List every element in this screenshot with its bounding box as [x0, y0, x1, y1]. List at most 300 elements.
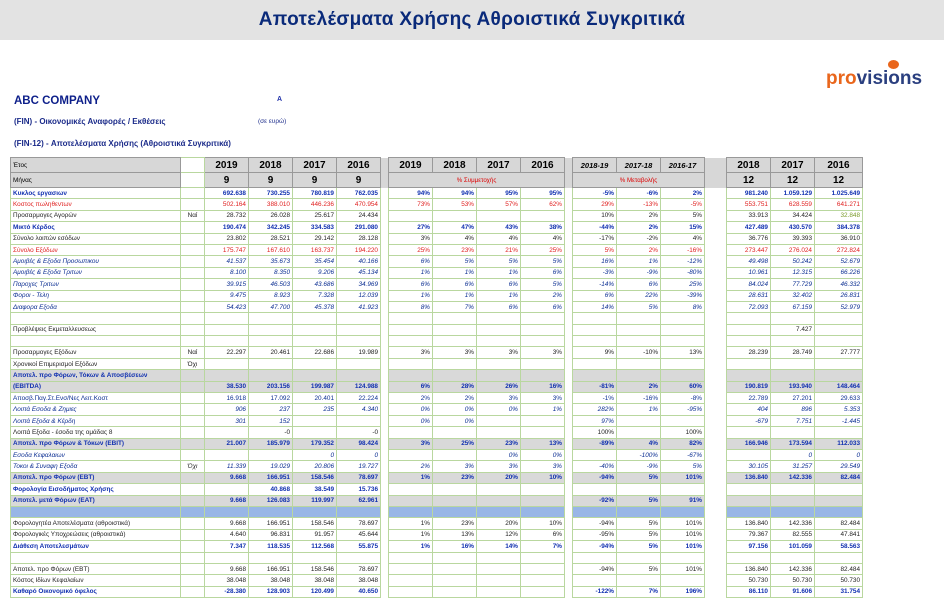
value-cell: 194.220 — [337, 244, 381, 255]
header-full-year: 2016 — [815, 158, 863, 173]
column-gap — [565, 449, 573, 460]
participation-cell: 94% — [433, 188, 477, 199]
value-cell: 7.347 — [205, 541, 249, 552]
change-cell: 100% — [661, 427, 705, 438]
column-gap — [705, 233, 727, 244]
column-gap — [381, 313, 389, 324]
column-gap — [565, 199, 573, 210]
participation-cell — [521, 552, 565, 563]
header-change-period: 2016-17 — [661, 158, 705, 173]
change-cell: 10% — [573, 210, 617, 221]
value-cell — [293, 415, 337, 426]
column-gap — [705, 381, 727, 392]
column-gap — [381, 381, 389, 392]
column-gap — [381, 256, 389, 267]
participation-cell — [433, 336, 477, 347]
value-cell — [249, 358, 293, 369]
row-flag — [181, 449, 205, 460]
participation-cell: 7% — [433, 301, 477, 312]
column-gap — [381, 404, 389, 415]
participation-cell: 1% — [521, 404, 565, 415]
participation-cell — [433, 358, 477, 369]
column-gap — [565, 290, 573, 301]
value-cell — [205, 358, 249, 369]
participation-cell: 0% — [477, 404, 521, 415]
change-cell: 14% — [573, 301, 617, 312]
participation-cell: 1% — [389, 529, 433, 540]
participation-cell — [433, 563, 477, 574]
participation-cell: 3% — [521, 461, 565, 472]
header-full-year: 2018 — [727, 158, 771, 173]
participation-cell: 6% — [433, 279, 477, 290]
value-cell — [205, 336, 249, 347]
value-cell: 21.007 — [205, 438, 249, 449]
column-gap — [565, 336, 573, 347]
value-cell: 41.537 — [205, 256, 249, 267]
full-year-cell: 7.427 — [771, 324, 815, 335]
value-cell: 190.474 — [205, 222, 249, 233]
value-cell: 12.039 — [337, 290, 381, 301]
column-gap — [381, 586, 389, 597]
column-gap — [381, 563, 389, 574]
change-cell: 5% — [573, 244, 617, 255]
participation-cell: 6% — [477, 301, 521, 312]
title-banner — [0, 0, 944, 40]
value-cell: 9.206 — [293, 267, 337, 278]
header-full-month: 12 — [727, 173, 771, 188]
participation-cell — [477, 415, 521, 426]
row-label: Προβλέψεις Εκμεταλλευσεως — [11, 324, 181, 335]
change-cell: 9% — [573, 347, 617, 358]
row-label: Καθαρό Οικονομικό όφελος — [11, 586, 181, 597]
column-gap — [381, 267, 389, 278]
value-cell: 15.736 — [337, 484, 381, 495]
participation-cell — [477, 370, 521, 381]
participation-cell — [521, 358, 565, 369]
value-cell: 91.957 — [293, 529, 337, 540]
full-year-cell: 0 — [815, 449, 863, 460]
column-gap — [705, 506, 727, 517]
column-gap — [705, 529, 727, 540]
participation-cell — [433, 210, 477, 221]
participation-cell — [521, 370, 565, 381]
full-year-cell: 136.840 — [727, 472, 771, 483]
full-year-cell: 12.315 — [771, 267, 815, 278]
full-year-cell — [815, 324, 863, 335]
change-cell: 2% — [617, 381, 661, 392]
change-cell: -100% — [617, 449, 661, 460]
column-gap — [705, 586, 727, 597]
full-year-cell — [727, 449, 771, 460]
participation-cell — [389, 506, 433, 517]
full-year-cell: 33.913 — [727, 210, 771, 221]
row-label: Φορολογία Εισοδήματος Χρήσης — [11, 484, 181, 495]
full-year-cell — [727, 427, 771, 438]
full-year-cell: 84.024 — [727, 279, 771, 290]
participation-cell: 0% — [521, 449, 565, 460]
change-cell: -3% — [573, 267, 617, 278]
change-cell: 5% — [617, 518, 661, 529]
value-cell: 780.819 — [293, 188, 337, 199]
full-year-cell: 49.498 — [727, 256, 771, 267]
row-label — [11, 313, 181, 324]
column-gap — [565, 222, 573, 233]
participation-cell — [477, 575, 521, 586]
participation-cell: 6% — [477, 279, 521, 290]
row-flag — [181, 267, 205, 278]
change-cell — [573, 449, 617, 460]
value-cell — [205, 324, 249, 335]
full-year-cell — [771, 427, 815, 438]
full-year-cell — [727, 324, 771, 335]
participation-cell: 6% — [521, 267, 565, 278]
participation-cell: 16% — [433, 541, 477, 552]
column-gap — [705, 336, 727, 347]
table-row — [11, 188, 863, 199]
participation-cell: 47% — [433, 222, 477, 233]
full-year-cell: 32.848 — [815, 210, 863, 221]
column-gap — [381, 393, 389, 404]
participation-cell — [521, 506, 565, 517]
change-cell: -8% — [661, 393, 705, 404]
column-gap — [381, 518, 389, 529]
change-cell: 101% — [661, 529, 705, 540]
column-gap — [565, 563, 573, 574]
participation-cell: 6% — [389, 256, 433, 267]
participation-cell — [389, 313, 433, 324]
participation-cell: 57% — [477, 199, 521, 210]
column-gap — [381, 495, 389, 506]
row-label: Φοροι - Τελη — [11, 290, 181, 301]
full-year-cell: 28.631 — [727, 290, 771, 301]
provisions-logo — [826, 60, 938, 94]
column-gap — [705, 563, 727, 574]
change-cell: 5% — [617, 529, 661, 540]
full-year-cell: 0 — [771, 449, 815, 460]
value-cell: 20.461 — [249, 347, 293, 358]
participation-cell — [477, 484, 521, 495]
header-flag-cell — [181, 158, 205, 173]
full-year-cell: 82.484 — [815, 563, 863, 574]
row-label: Σύνολο λοιπών εσόδων — [11, 233, 181, 244]
full-year-cell: 142.336 — [771, 563, 815, 574]
full-year-cell — [727, 495, 771, 506]
change-cell: -1% — [573, 393, 617, 404]
participation-cell: 1% — [477, 267, 521, 278]
value-cell — [337, 415, 381, 426]
full-year-cell: 28.239 — [727, 347, 771, 358]
participation-cell — [521, 324, 565, 335]
participation-cell: 3% — [389, 233, 433, 244]
column-gap — [381, 541, 389, 552]
row-label: (EBITDA) — [11, 381, 181, 392]
full-year-cell: 30.105 — [727, 461, 771, 472]
participation-cell: 25% — [389, 244, 433, 255]
participation-cell: 16% — [521, 381, 565, 392]
row-flag — [181, 244, 205, 255]
table-row — [11, 233, 863, 244]
row-flag — [181, 301, 205, 312]
participation-cell — [389, 552, 433, 563]
participation-cell: 20% — [477, 518, 521, 529]
column-gap — [381, 199, 389, 210]
change-cell: 1% — [617, 404, 661, 415]
participation-cell: 25% — [521, 244, 565, 255]
change-cell: -16% — [661, 244, 705, 255]
change-cell: -5% — [661, 199, 705, 210]
value-cell: 20.401 — [293, 393, 337, 404]
row-flag — [181, 541, 205, 552]
value-cell: 46.503 — [249, 279, 293, 290]
participation-cell: 5% — [521, 256, 565, 267]
full-year-cell — [771, 336, 815, 347]
full-year-cell: 50.242 — [771, 256, 815, 267]
full-year-cell: 58.563 — [815, 541, 863, 552]
change-cell — [617, 427, 661, 438]
fin12-report-link[interactable]: (FIN-12) - Αποτελέσματα Χρήσης (Αθροιστικά Συγκριτικά) — [14, 139, 231, 148]
participation-cell — [521, 484, 565, 495]
table-row — [11, 324, 863, 335]
value-cell: 24.434 — [337, 210, 381, 221]
change-cell: -16% — [617, 393, 661, 404]
row-label: Προσαρμογες Εξόδων — [11, 347, 181, 358]
value-cell: 118.535 — [249, 541, 293, 552]
full-year-cell — [727, 358, 771, 369]
full-year-cell: 72.093 — [727, 301, 771, 312]
change-cell: 22% — [617, 290, 661, 301]
table-row — [11, 267, 863, 278]
full-year-cell: 430.570 — [771, 222, 815, 233]
full-year-cell — [771, 358, 815, 369]
value-cell — [205, 370, 249, 381]
column-gap — [565, 324, 573, 335]
full-year-cell — [771, 484, 815, 495]
participation-cell: 20% — [477, 472, 521, 483]
participation-cell: 1% — [389, 541, 433, 552]
participation-cell: 23% — [433, 472, 477, 483]
row-flag — [181, 336, 205, 347]
participation-cell: 3% — [477, 347, 521, 358]
header-year: 2019 — [205, 158, 249, 173]
column-gap — [381, 552, 389, 563]
row-flag — [181, 370, 205, 381]
participation-cell: 12% — [477, 529, 521, 540]
value-cell — [293, 370, 337, 381]
column-gap — [565, 173, 573, 188]
value-cell: 158.546 — [293, 472, 337, 483]
participation-cell: 1% — [389, 267, 433, 278]
value-cell: 163.737 — [293, 244, 337, 255]
change-cell — [617, 313, 661, 324]
column-gap — [381, 472, 389, 483]
change-cell — [617, 552, 661, 563]
value-cell — [337, 324, 381, 335]
change-cell — [617, 336, 661, 347]
header-month: 9 — [337, 173, 381, 188]
column-gap — [565, 158, 573, 173]
column-gap — [565, 267, 573, 278]
value-cell: 166.951 — [249, 472, 293, 483]
change-cell: 2% — [617, 210, 661, 221]
change-cell: 101% — [661, 563, 705, 574]
column-gap — [705, 313, 727, 324]
change-cell: 15% — [661, 222, 705, 233]
header-participation-label: % Συμμετοχής — [389, 173, 565, 188]
participation-cell: 7% — [521, 541, 565, 552]
value-cell: 38.530 — [205, 381, 249, 392]
participation-cell: 1% — [389, 518, 433, 529]
participation-cell: 23% — [477, 438, 521, 449]
full-year-cell: 50.730 — [815, 575, 863, 586]
value-cell: 78.697 — [337, 518, 381, 529]
row-flag — [181, 381, 205, 392]
full-year-cell — [815, 313, 863, 324]
value-cell: 22.224 — [337, 393, 381, 404]
change-cell — [617, 358, 661, 369]
value-cell: 446.236 — [293, 199, 337, 210]
table-row — [11, 199, 863, 210]
full-year-cell — [815, 484, 863, 495]
value-cell: 41.923 — [337, 301, 381, 312]
full-year-cell: 52.679 — [815, 256, 863, 267]
header-change-period: 2018-19 — [573, 158, 617, 173]
value-cell: 9.668 — [205, 518, 249, 529]
participation-cell: 43% — [477, 222, 521, 233]
participation-cell: 5% — [477, 256, 521, 267]
column-gap — [381, 336, 389, 347]
value-cell: 28.732 — [205, 210, 249, 221]
change-cell — [573, 324, 617, 335]
value-cell — [249, 506, 293, 517]
value-cell: 124.988 — [337, 381, 381, 392]
row-label: Αποσβ.Παγ.Στ.Ενσ/Νες Λειτ.Κοστ — [11, 393, 181, 404]
full-year-cell — [727, 506, 771, 517]
full-year-cell: 981.240 — [727, 188, 771, 199]
change-cell: 8% — [661, 301, 705, 312]
header-year-label: Έτος — [11, 158, 181, 173]
participation-cell — [389, 575, 433, 586]
value-cell — [293, 324, 337, 335]
full-year-cell: 52.979 — [815, 301, 863, 312]
value-cell: 19.727 — [337, 461, 381, 472]
full-year-cell — [771, 370, 815, 381]
full-year-cell: 10.961 — [727, 267, 771, 278]
change-cell: 16% — [573, 256, 617, 267]
header-change-label: % Μεταβολής — [573, 173, 705, 188]
full-year-cell: 28.749 — [771, 347, 815, 358]
value-cell: 9.475 — [205, 290, 249, 301]
full-year-cell: 136.840 — [727, 518, 771, 529]
change-cell: 4% — [617, 438, 661, 449]
value-cell: 4.640 — [205, 529, 249, 540]
change-cell — [661, 552, 705, 563]
row-flag — [181, 393, 205, 404]
full-year-cell: 26.831 — [815, 290, 863, 301]
value-cell: 166.951 — [249, 563, 293, 574]
participation-cell — [477, 586, 521, 597]
value-cell: 26.028 — [249, 210, 293, 221]
fin-report-link[interactable]: (FIN) - Οικονομικές Αναφορές / Εκθέσεις — [14, 117, 166, 126]
participation-cell: 6% — [389, 279, 433, 290]
value-cell: 19.989 — [337, 347, 381, 358]
value-cell: 11.339 — [205, 461, 249, 472]
row-label: Διάθεση Αποτελεσμάτων — [11, 541, 181, 552]
participation-cell: 2% — [389, 393, 433, 404]
change-cell: -10% — [617, 347, 661, 358]
full-year-cell: 193.940 — [771, 381, 815, 392]
column-gap — [705, 324, 727, 335]
full-year-cell: 7.751 — [771, 415, 815, 426]
participation-cell — [433, 506, 477, 517]
change-cell: -94% — [573, 563, 617, 574]
column-gap — [705, 256, 727, 267]
full-year-cell — [815, 506, 863, 517]
participation-cell — [477, 210, 521, 221]
full-year-cell: 86.110 — [727, 586, 771, 597]
full-year-cell — [771, 552, 815, 563]
column-gap — [705, 541, 727, 552]
table-row — [11, 370, 863, 381]
full-year-cell: 79.367 — [727, 529, 771, 540]
value-cell: 28.128 — [337, 233, 381, 244]
column-gap — [381, 301, 389, 312]
column-gap — [565, 188, 573, 199]
row-label: Κοστος πωληθεντων — [11, 199, 181, 210]
value-cell: 55.875 — [337, 541, 381, 552]
change-cell: 91% — [661, 495, 705, 506]
participation-cell: 3% — [521, 347, 565, 358]
participation-cell: 0% — [433, 415, 477, 426]
table-row — [11, 358, 863, 369]
column-gap — [565, 233, 573, 244]
participation-cell: 4% — [521, 233, 565, 244]
column-gap — [381, 461, 389, 472]
participation-cell: 0% — [477, 449, 521, 460]
full-year-cell: 553.751 — [727, 199, 771, 210]
value-cell: 237 — [249, 404, 293, 415]
value-cell — [337, 506, 381, 517]
column-gap — [381, 158, 389, 173]
row-flag — [181, 575, 205, 586]
column-gap — [565, 279, 573, 290]
participation-cell — [521, 210, 565, 221]
participation-cell: 23% — [433, 518, 477, 529]
value-cell — [205, 552, 249, 563]
value-cell: 98.424 — [337, 438, 381, 449]
value-cell: 19.029 — [249, 461, 293, 472]
value-cell: 235 — [293, 404, 337, 415]
table-row — [11, 222, 863, 233]
column-gap — [705, 173, 727, 188]
participation-cell — [477, 552, 521, 563]
row-label: Κυκλος εργασιων — [11, 188, 181, 199]
change-cell — [661, 370, 705, 381]
header-row-year — [11, 158, 863, 173]
full-year-cell: 29.633 — [815, 393, 863, 404]
column-gap — [705, 393, 727, 404]
change-cell: 6% — [573, 290, 617, 301]
full-year-cell: 641.271 — [815, 199, 863, 210]
value-cell: 692.638 — [205, 188, 249, 199]
value-cell: 185.979 — [249, 438, 293, 449]
change-cell: 1% — [617, 256, 661, 267]
column-gap — [705, 484, 727, 495]
table-row — [11, 552, 863, 563]
full-year-cell: 427.489 — [727, 222, 771, 233]
participation-cell: 8% — [389, 301, 433, 312]
value-cell — [249, 313, 293, 324]
column-gap — [565, 484, 573, 495]
